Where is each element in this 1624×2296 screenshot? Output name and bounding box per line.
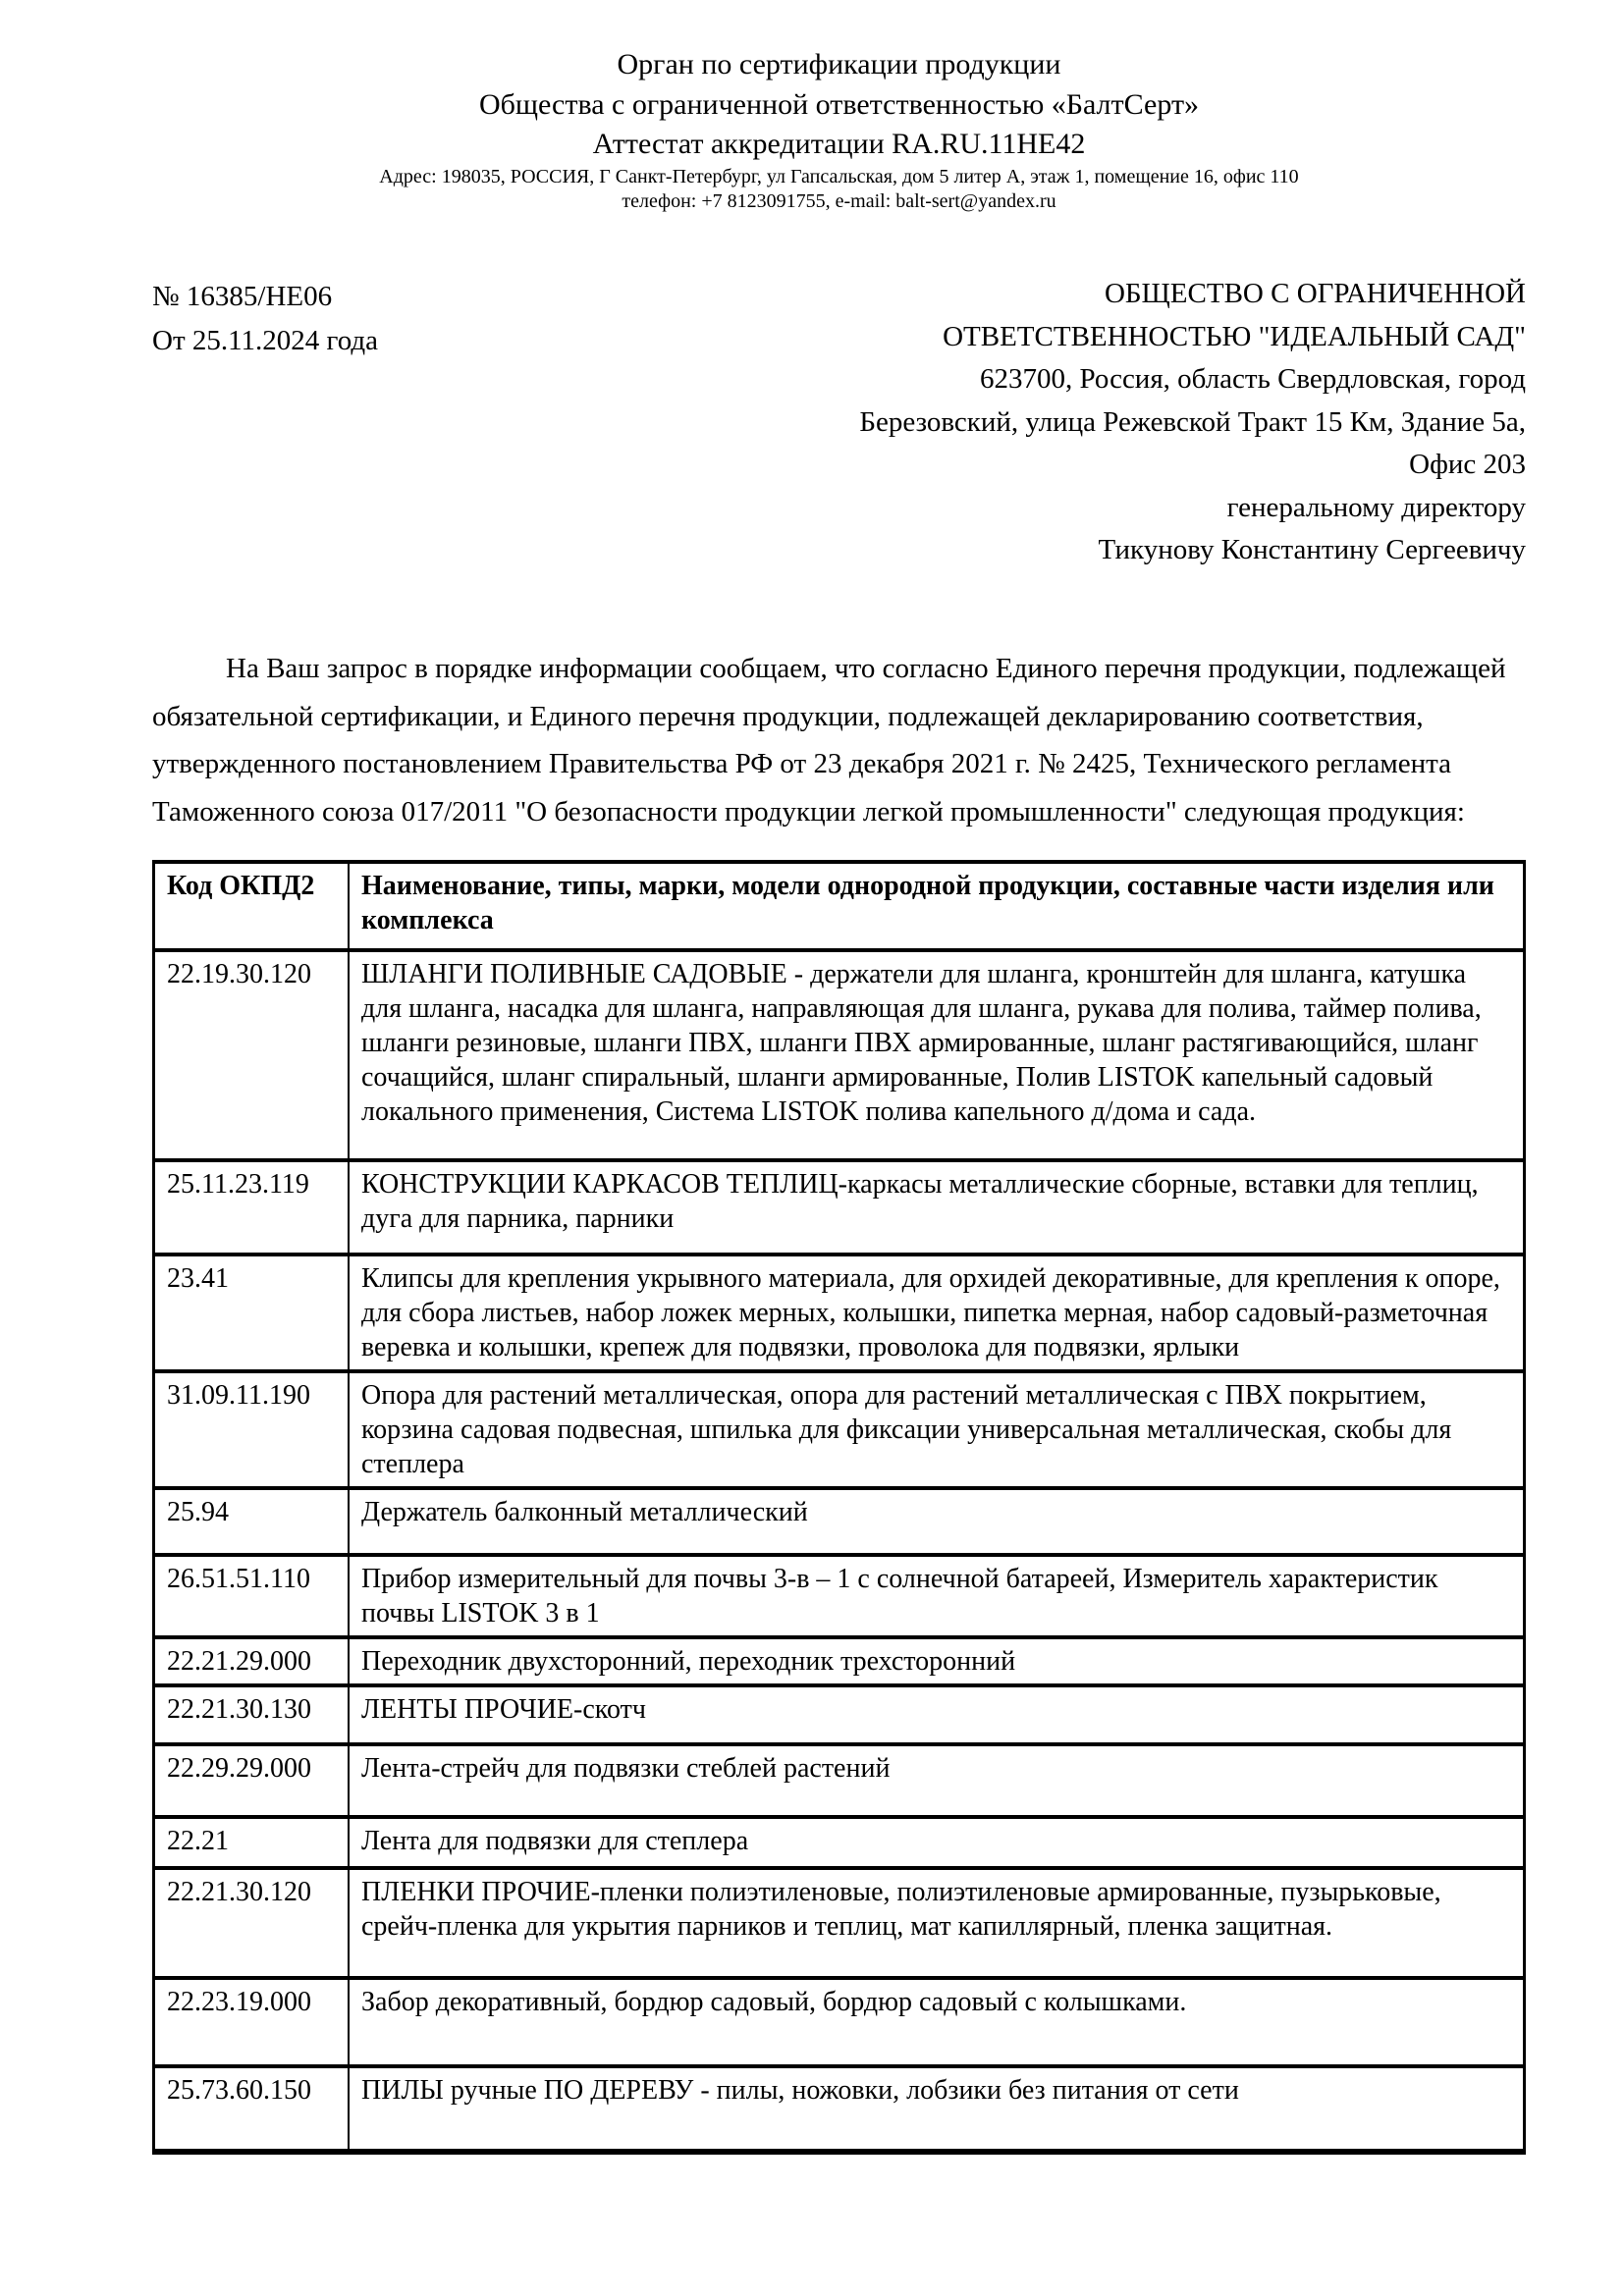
description-cell: ШЛАНГИ ПОЛИВНЫЕ САДОВЫЕ - держатели для шланга, кронштейн для шланга, катушка для шланга, насадка для шланга, направляющая для шланга, рукава для полива, таймер полива, шланги резиновые, шланги ПВХ, шланги ПВХ армированные, шланг растягивающийся, шланг сочащийся, шланг спиральный, шланги армированные, Полив LISTOK капельный садовый локального применения, Система LISTOK полива капельного д/дома и сада. bbox=[349, 950, 1525, 1160]
letterhead-address-line: Адрес: 198035, РОССИЯ, Г Санкт-Петербург, ул Гапсальская, дом 5 литер А, этаж 1, помещение 16, офис 110 bbox=[379, 165, 1299, 187]
code-cell: 25.73.60.150 bbox=[154, 2066, 350, 2152]
letterhead-contact-line: телефон: +7 8123091755, e-mail: balt-sert@yandex.ru bbox=[622, 189, 1056, 212]
addressee-line: Офис 203 bbox=[1409, 449, 1526, 481]
code-cell: 22.19.30.120 bbox=[154, 950, 350, 1160]
description-cell: Прибор измерительный для почвы 3-в – 1 с солнечной батареей, Измеритель характеристик почвы LISTOK 3 в 1 bbox=[349, 1555, 1525, 1637]
table-row bbox=[154, 1488, 1525, 1555]
table-row bbox=[154, 1744, 1525, 1817]
letterhead-company-line: Общества с ограниченной ответственностью «БалтСерт» bbox=[478, 87, 1200, 121]
code-cell: 22.21 bbox=[154, 1817, 350, 1868]
table-row bbox=[154, 1255, 1525, 1371]
table-row bbox=[154, 2066, 1525, 2152]
description-cell: Клипсы для крепления укрывного материала, для орхидей декоративные, для крепления к опоре, для сбора листьев, набор ложек мерных, колышки, пипетка мерная, набор садовый-разметочная веревка и колышки, крепеж для подвязки, проволока для подвязки, ярлыки bbox=[349, 1255, 1525, 1371]
code-cell: 25.94 bbox=[154, 1488, 350, 1555]
letterhead bbox=[152, 45, 1526, 214]
description-cell: Лента для подвязки для степлера bbox=[349, 1817, 1525, 1868]
table-row bbox=[154, 1817, 1525, 1868]
reference-number: № 16385/НЕ06 bbox=[152, 281, 333, 313]
description-cell: Забор декоративный, бордюр садовый, бордюр садовый с колышками. bbox=[349, 1978, 1525, 2066]
code-cell: 22.21.30.120 bbox=[154, 1868, 350, 1978]
table-row bbox=[154, 1685, 1525, 1744]
description-cell: Держатель балконный металлический bbox=[349, 1488, 1525, 1555]
letterhead-accreditation-line: Аттестат аккредитации RA.RU.11HE42 bbox=[592, 128, 1086, 160]
code-cell: 31.09.11.190 bbox=[154, 1371, 350, 1488]
products-table-body bbox=[154, 950, 1525, 2152]
reference-addressee-row bbox=[152, 273, 1526, 572]
addressee-line: Березовский, улица Режевской Тракт 15 Км, Здание 5а, bbox=[859, 405, 1526, 438]
reference-block bbox=[152, 273, 378, 363]
reference-date: От 25.11.2024 года bbox=[152, 325, 379, 357]
addressee-line: ОБЩЕСТВО С ОГРАНИЧЕННОЙ bbox=[1104, 278, 1526, 310]
code-cell: 22.21.30.130 bbox=[154, 1685, 350, 1744]
code-cell: 22.23.19.000 bbox=[154, 1978, 350, 2066]
description-cell: Переходник двухсторонний, переходник трехсторонний bbox=[349, 1637, 1525, 1685]
description-cell: Лента-стрейч для подвязки стеблей растений bbox=[349, 1744, 1525, 1817]
description-cell: ЛЕНТЫ ПРОЧИЕ-скотч bbox=[349, 1685, 1525, 1744]
addressee-line: ОТВЕТСТВЕННОСТЬЮ "ИДЕАЛЬНЫЙ САД" bbox=[943, 320, 1526, 352]
table-row bbox=[154, 1371, 1525, 1488]
addressee-line: Тикунову Константину Сергеевичу bbox=[1098, 534, 1526, 566]
products-table bbox=[152, 860, 1526, 2155]
description-cell: ПИЛЫ ручные ПО ДЕРЕВУ - пилы, ножовки, лобзики без питания от сети bbox=[349, 2066, 1525, 2152]
description-cell: Опора для растений металлическая, опора для растений металлическая с ПВХ покрытием, корзина садовая подвесная, шпилька для фиксации универсальная металлическая, скобы для степлера bbox=[349, 1371, 1525, 1488]
code-cell: 26.51.51.110 bbox=[154, 1555, 350, 1637]
table-row bbox=[154, 1160, 1525, 1255]
table-row bbox=[154, 1868, 1525, 1978]
code-cell: 22.21.29.000 bbox=[154, 1637, 350, 1685]
table-row bbox=[154, 1637, 1525, 1685]
body-paragraph: На Ваш запрос в порядке информации сообщаем, что согласно Единого перечня продукции, подлежащей обязательной сертификации, и Единого перечня продукции, подлежащей декларированию соответствия, утвержденного постановлением Правительства РФ от 23 декабря 2021 г. № 2425, Технического регламента Таможенного союза 017/2011 "О безопасности продукции легкой промышленности" следующая продукция: bbox=[152, 652, 1506, 828]
description-cell: ПЛЕНКИ ПРОЧИЕ-пленки полиэтиленовые, полиэтиленовые армированные, пузырьковые, срейч-пленка для укрытия парников и теплиц, мат капиллярный, пленка защитная. bbox=[349, 1868, 1525, 1978]
addressee-block bbox=[859, 273, 1526, 572]
table-row bbox=[154, 1555, 1525, 1637]
addressee-line: 623700, Россия, область Свердловская, город bbox=[979, 363, 1526, 396]
code-cell: 22.29.29.000 bbox=[154, 1744, 350, 1817]
letterhead-org-line: Орган по сертификации продукции bbox=[617, 48, 1061, 80]
table-row bbox=[154, 950, 1525, 1160]
table-row bbox=[154, 1978, 1525, 2066]
table-header-description: Наименование, типы, марки, модели однородной продукции, составные части изделия или комплекса bbox=[349, 862, 1525, 950]
table-header-row bbox=[154, 862, 1525, 950]
code-cell: 23.41 bbox=[154, 1255, 350, 1371]
addressee-line: генеральному директору bbox=[1226, 491, 1526, 523]
table-header-code: Код ОКПД2 bbox=[154, 862, 350, 950]
code-cell: 25.11.23.119 bbox=[154, 1160, 350, 1255]
products-table-head bbox=[154, 862, 1525, 950]
description-cell: КОНСТРУКЦИИ КАРКАСОВ ТЕПЛИЦ-каркасы металлические сборные, вставки для теплиц, дуга для парника, парники bbox=[349, 1160, 1525, 1255]
